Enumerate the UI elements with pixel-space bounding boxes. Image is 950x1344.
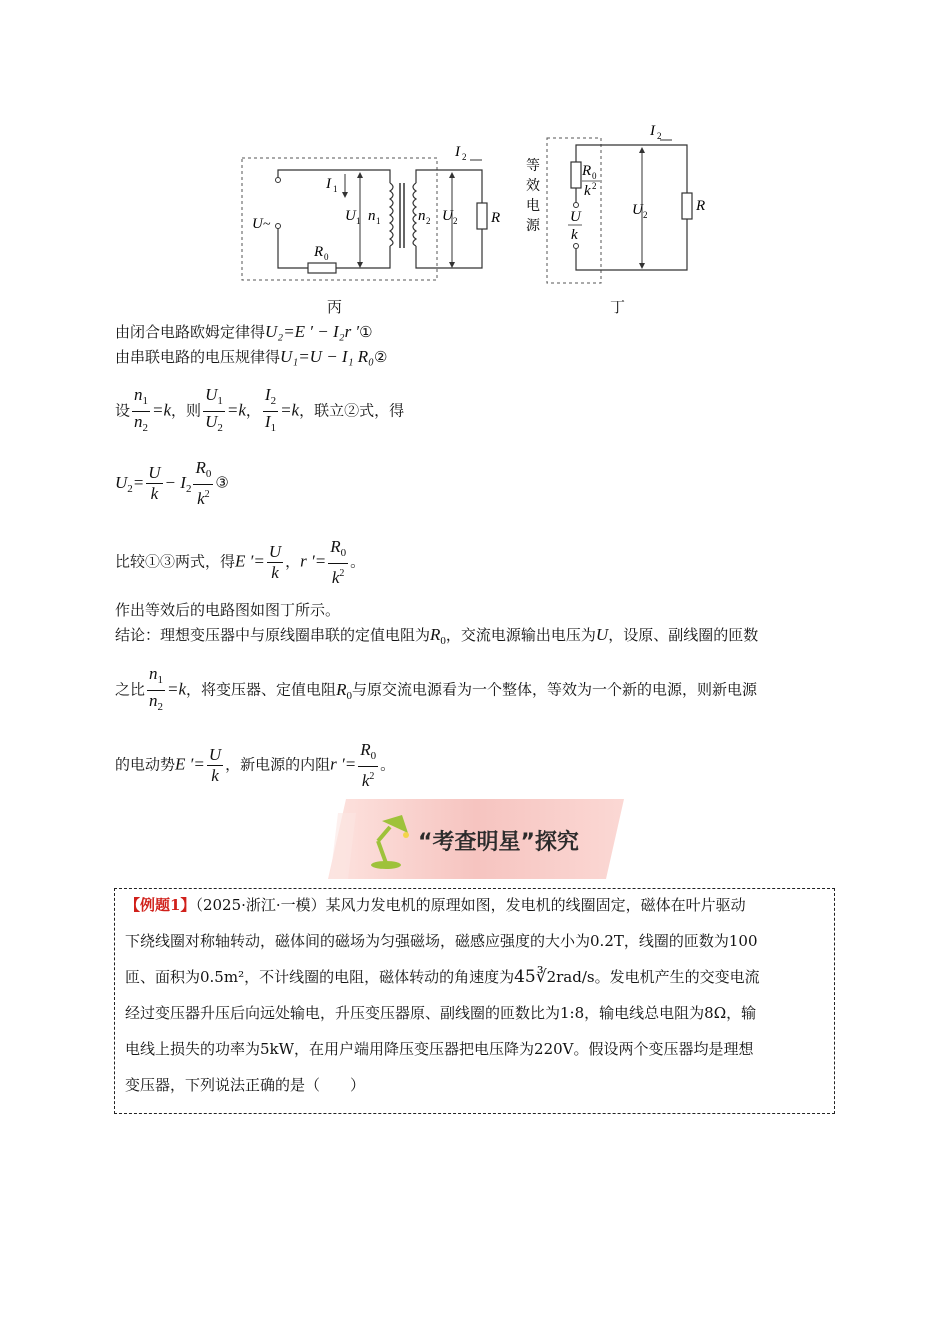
figure-caption-bing: 丙 (327, 298, 343, 316)
label-n1: n (368, 208, 376, 224)
section-banner (328, 799, 624, 879)
svg-text:0: 0 (592, 171, 597, 181)
label-k2: k (584, 183, 591, 199)
circuit-diagram-ding (520, 118, 720, 288)
text-line-1: 由闭合电路欧姆定律得U₂=E ′ − I₂r ′① (115, 322, 373, 341)
svg-text:2: 2 (657, 131, 662, 141)
label-r: R (491, 210, 501, 226)
svg-text:0: 0 (324, 252, 329, 262)
label-i2: I (455, 144, 460, 160)
example-line-1: 【例题1】（2025·浙江·一模）某风力发电机的原理如图，发电机的线圈固定，磁体在叶片驱动 (125, 896, 746, 914)
label-u2: U (442, 208, 453, 224)
example-tag: 【例题1】 (125, 896, 196, 914)
example-line-6: 变压器，下列说法正确的是（ ） (125, 1076, 366, 1094)
figure-caption-ding: 丁 (610, 298, 626, 316)
banner-title: “考查明星”探究 (418, 830, 579, 855)
svg-text:2: 2 (643, 210, 648, 220)
example-line-2: 下绕线圈对称轴转动，磁体间的磁场为匀强磁场，磁感应强度的大小为0.2T，线圈的匝数为100 (125, 932, 758, 950)
fraction-i2-i1: $\frac{I_2}{I_1}$ (264, 385, 277, 434)
label-n2: n (418, 208, 426, 224)
text-line-3: 设 $\frac{n_1}{n_2}$ =k，则 $\frac{U_1}{U_2}$ =k， $\frac{I_2}{I_1}$ =k，联立②式，得 (115, 385, 404, 438)
label-k: k (571, 227, 578, 243)
label-u1: U (345, 208, 356, 224)
svg-text:2: 2 (462, 152, 467, 162)
svg-text:~: ~ (263, 217, 271, 232)
svg-text:1: 1 (356, 216, 361, 226)
equation-2: U₁=U − I₁ R₀ (280, 347, 375, 366)
svg-text:2: 2 (453, 216, 458, 226)
label-r: R (696, 198, 706, 214)
side-char-4: 源 (526, 218, 540, 234)
label-i1: I (326, 176, 331, 192)
side-char-1: 等 (526, 158, 540, 174)
equation-1: U₂=E ′ − I₂r ′ (265, 322, 360, 341)
svg-text:1: 1 (376, 216, 381, 226)
svg-text:1: 1 (333, 184, 338, 194)
side-char-2: 效 (526, 178, 540, 194)
svg-text:2: 2 (426, 216, 431, 226)
example-box (114, 888, 835, 1114)
text-line-4: $U_2=$ $\frac{U}{k}$ − $I_2$ $\frac{R_0}{k^2}$ ③ (115, 458, 229, 508)
fraction-n1-n2: $\frac{n_1}{n_2}$ (134, 385, 149, 434)
label-u: U (252, 216, 263, 232)
text-line-7: 结论：理想变压器中与原线圈串联的定值电阻为$R_0$，交流电源输出电压为U，设原、副线圈的匝数 (115, 625, 759, 647)
svg-text:2: 2 (592, 181, 597, 191)
label-r0: R (582, 163, 592, 179)
text-line-8: 之比 $\frac{n_1}{n_2}$ =k，将变压器、定值电阻$R_0$与原交流电源看为一个整体，等效为一个新的电源，则新电源 (115, 664, 757, 713)
example-line-4: 经过变压器升压后向远处输电，升压变压器原、副线圈的匝数比为1:8，输电线总电阻为8Ω，输 (125, 1004, 757, 1022)
text-line-6: 作出等效后的电路图如图丁所示。 (115, 601, 341, 619)
example-line-3: 匝、面积为0.5m²，不计线圈的电阻，磁体转动的角速度为45∛2rad/s。发电机产生的交变电流 (125, 967, 760, 987)
label-u: U (570, 209, 581, 225)
label-u2: U (632, 202, 643, 218)
label-r0: R (314, 244, 324, 260)
text-line-9: 的电动势E ′= $\frac{U}{k}$ ，新电源的内阻r ′= $\frac{R_0}{k^2}$ 。 (115, 740, 396, 790)
text-line-2: 由串联电路的电压规律得U₁=U − I₁ R₀② (115, 347, 388, 366)
label-i2: I (650, 123, 655, 139)
example-line-5: 电线上损失的功率为5kW，在用户端用降压变压器把电压降为220V。假设两个变压器均是理想 (125, 1040, 754, 1058)
circuit-diagram-bing (230, 138, 520, 298)
text-line-5: 比较①③两式，得E ′= $\frac{U}{k}$ ，r ′= $\frac{R_0}{k^2}$ 。 (115, 537, 366, 587)
fraction-u1-u2: $\frac{U_1}{U_2}$ (205, 385, 223, 434)
side-char-3: 电 (526, 198, 540, 214)
